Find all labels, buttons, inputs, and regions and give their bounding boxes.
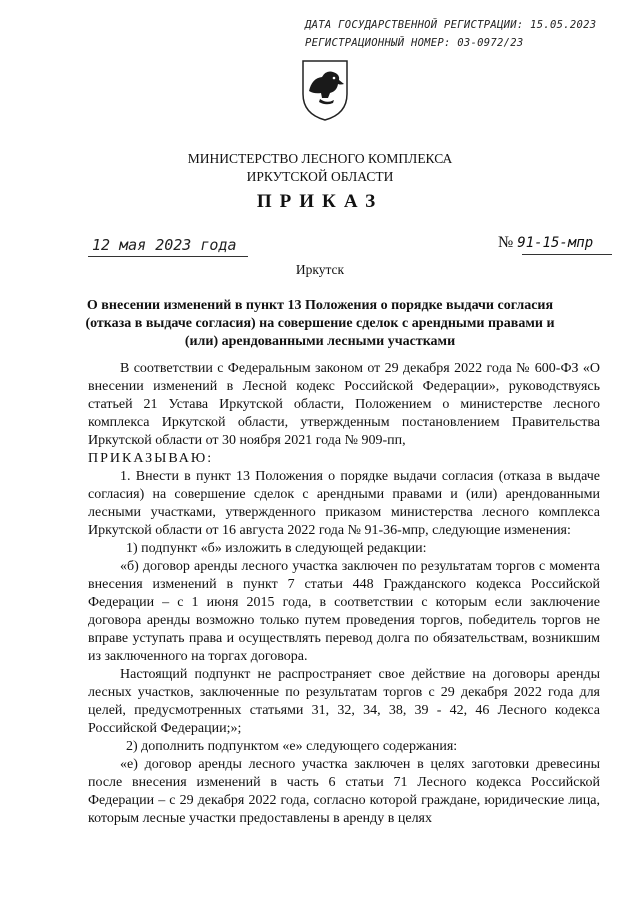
- document-title-text: О внесении изменений в пункт 13 Положения о порядке выдачи согласия (отказа в выдаче согласия) на совершение сделок с арендными правами и (или) арендованными лесными участками: [85, 298, 555, 349]
- coat-of-arms-icon: [300, 58, 350, 122]
- number-underline: [522, 254, 612, 255]
- date-underline: [88, 256, 248, 257]
- subitem-e-text: «е) договор аренды лесного участка заключен в целях заготовки древесины после внесения изменений в часть 6 статьи 71 Лесного кодекса Российской Федерации – с 29 декабря 2022 года, согласно которой граждане, юридические лица, которым лесные участки предоставлены в аренду в целях: [88, 757, 600, 826]
- ministry-name: [0, 150, 640, 186]
- subitem-b-text: «б) договор аренды лесного участка заключен по результатам торгов с момента внесения изменений в пункт 7 статьи 448 Гражданского кодекса Российской Федерации – с 1 июня 2015 года, в соответствии с которым если заключение договора аренды возможно только путем проведения торгов, победитель торгов не вправе уступать права и осуществлять перевод долга по обязательствам, возникшим из заключенного на торгах договора.: [88, 559, 600, 664]
- subitem-b-exception: Настоящий подпункт не распространяет свое действие на договоры аренды лесных участков, заключенные по результатам торгов с 29 декабря 2022 года для целей, предусмотренных статьями 31, 32, 34, 38, 39 - 42, 46 Лесного кодекса Российской Федерации;»;: [88, 667, 600, 736]
- number-sign: №: [498, 234, 514, 251]
- order-number-value: 91-15-мпр: [517, 235, 594, 251]
- ministry-line-1: МИНИСТЕРСТВО ЛЕСНОГО КОМПЛЕКСА: [187, 151, 453, 166]
- registration-date-stamp: ДАТА ГОСУДАРСТВЕННОЙ РЕГИСТРАЦИИ: 15.05.2023: [305, 19, 597, 31]
- order-directive: ПРИКАЗЫВАЮ:: [88, 451, 214, 466]
- registration-number-stamp: РЕГИСТРАЦИОННЫЙ НОМЕР: 03-0972/23: [305, 37, 524, 49]
- order-number: [498, 234, 593, 252]
- city: Иркутск: [295, 262, 345, 277]
- document-type: ПРИКАЗ: [256, 191, 384, 212]
- document-title: [0, 297, 640, 351]
- document-body: [88, 360, 600, 828]
- subitem-1-paragraph: 1) подпункт «б» изложить в следующей редакции:: [126, 541, 427, 556]
- subitem-2-paragraph: 2) дополнить подпунктом «е» следующего содержания:: [126, 739, 458, 754]
- preamble-paragraph: В соответствии с Федеральным законом от 29 декабря 2022 года № 600-ФЗ «О внесении изменений в Лесной кодекс Российской Федерации», руководствуясь статьей 21 Устава Иркутской области, Положением о министерстве лесного комплекса Иркутской области, утвержденным постановлением Правительства Иркутской области от 30 ноября 2021 года № 909-пп,: [88, 361, 600, 448]
- ministry-line-2: ИРКУТСКОЙ ОБЛАСТИ: [246, 169, 394, 184]
- order-date: 12 мая 2023 года: [92, 236, 237, 254]
- item-1-paragraph: 1. Внести в пункт 13 Положения о порядке выдачи согласия (отказа в выдаче согласия) на совершение сделок с арендными правами и (или) арендованными лесными участками, утвержденного приказом министерства лесного комплекса Иркутской области от 16 августа 2022 года № 91-36-мпр, следующие изменения:: [88, 469, 600, 538]
